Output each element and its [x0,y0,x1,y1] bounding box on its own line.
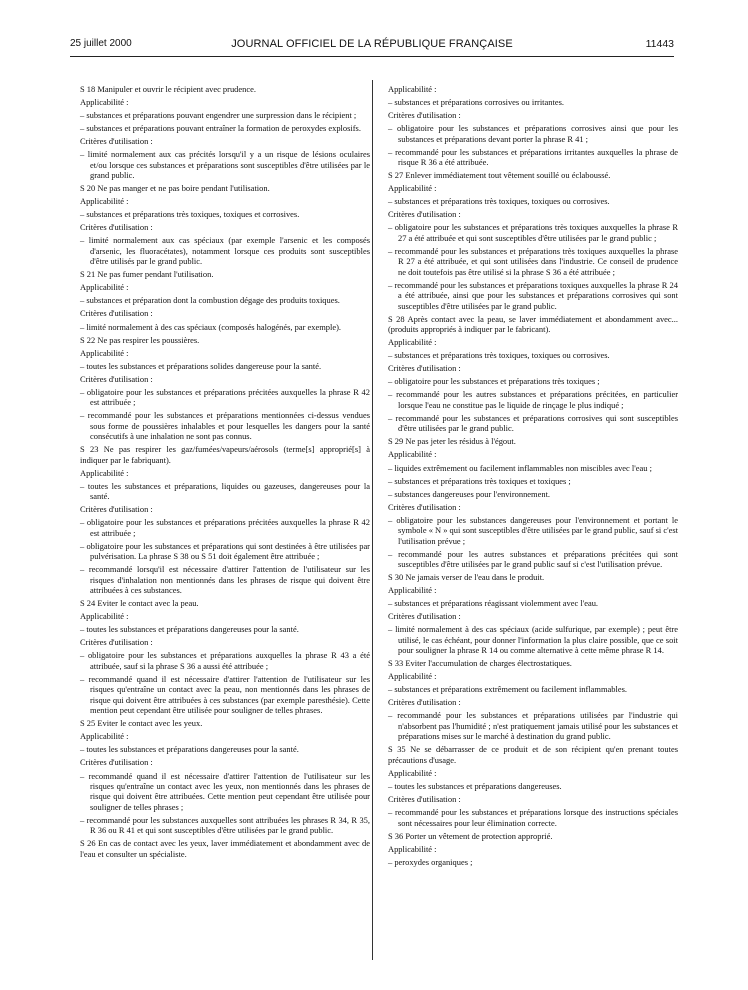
subheading: Applicabilité : [388,585,437,596]
header-rule [70,56,674,57]
section-heading: S 29 Ne pas jeter les résidus à l'égout. [388,436,516,447]
section-heading: S 24 Eviter le contact avec la peau. [80,598,199,609]
list-item: – substances et préparation dont la combustion dégage des produits toxiques. [80,295,340,306]
subheading: Critères d'utilisation : [388,501,461,512]
subheading: Applicabilité : [388,337,437,348]
section-heading: S 23 Ne pas respirer les gaz/fumées/vapeurs/aérosols (terme[s] approprié[s] à indiquer par le fabriquant). [80,444,370,465]
subheading: Applicabilité : [388,449,437,460]
list-item: – substances et préparations très toxiques, toxiques ou corrosives. [388,196,610,207]
page-number: 11443 [645,38,674,50]
list-item: – obligatoire pour les substances et préparations qui sont destinées à être utilisées par pulvérisation. La phrase S 38 ou S 51 doit également être attribuée ; [80,540,370,562]
section-heading: S 26 En cas de contact avec les yeux, laver immédiatement et abondamment avec de l'eau et consulter un spécialiste. [80,838,370,859]
section-heading: S 18 Manipuler et ouvrir le récipient avec prudence. [80,84,256,94]
list-item: – recommandé pour les autres substances et préparations précitées qui sont susceptibles d'être utilisées par le grand public sauf si c'est l'utilisation prévue. [388,548,678,570]
column-divider [372,80,373,960]
subheading: Critères d'utilisation : [80,308,153,319]
subheading: Applicabilité : [388,671,437,682]
list-item: – substances dangereuses pour l'environnement. [388,488,551,499]
list-item: – obligatoire pour les substances dangereuses pour l'environnement et portant le symbole « N » qui sont susceptibles d'être utilisées par le grand public, sauf si c'est l'utilisation prévue ; [388,514,679,546]
left-column [80,84,370,862]
list-item: – toutes les substances et préparations dangereuses pour la santé. [80,624,299,635]
list-item: – recommandé pour les substances et préparations mentionnées ci-dessus vendues sous forme de poussières inhalables et pour lesquelles les dangers pour la santé consécutifs à une inhalation ne sont pas connus. [80,410,370,442]
list-item: – recommandé pour les substances et préparations lorsque des instructions spéciales sont nécessaires pour leur élimination correcte. [388,807,678,828]
list-item: – substances et préparations pouvant engendrer une surpression dans le récipient ; [80,110,357,121]
subheading: Critères d'utilisation : [80,373,153,384]
list-item: – substances et préparations très toxiques, toxiques et corrosives. [80,209,300,220]
journal-title: JOURNAL OFFICIEL DE LA RÉPUBLIQUE FRANÇAISE [231,38,513,50]
list-item: – peroxydes organiques ; [388,856,473,867]
list-item: – toutes les substances et préparations dangereuses pour la santé. [80,744,299,755]
subheading: Applicabilité : [80,347,129,358]
list-item: – toutes les substances et préparations, liquides ou gazeuses, dangereuses pour la santé. [80,480,370,502]
section-heading: S 28 Après contact avec la peau, se laver immédiatement et abondamment avec... (produits appropriés à indiquer par le fabricant). [388,313,678,335]
list-item: – liquides extrêmement ou facilement inflammables non miscibles avec l'eau ; [388,462,652,473]
subheading: Critères d'utilisation : [80,757,153,768]
subheading: Applicabilité : [388,843,437,854]
section-heading: S 36 Porter un vêtement de protection approprié. [388,830,553,841]
list-item: – obligatoire pour les substances et préparations précitées auxquelles la phrase R 42 est attribuée ; [80,517,370,538]
subheading: Critères d'utilisation : [388,611,461,622]
list-item: – toutes les substances et préparations dangereuses. [388,780,562,791]
list-item: – recommandé pour les substances et préparations très toxiques auxquelles la phrase R 27 a été attribuée, et qui sont utilisées dans l'industrie. Ce conseil de prudence ne doit toutefois pas être utilisé si la phrase S 36 a été attribuée ; [388,245,678,277]
subheading: Critères d'utilisation : [80,222,153,233]
list-item: – limité normalement à des cas spéciaux (acide sulfurique, par exemple) ; peut être utilisé, le cas échéant, pour donner l'information la plus claire possible, que ce soit pour souligner la phrase R 14 ou comme alternative à cette même phrase R 14. [388,624,678,656]
section-heading: S 25 Eviter le contact avec les yeux. [80,718,203,729]
list-item: – recommandé pour les substances et préparations utilisées par l'industrie qui n'absorbent pas l'humidité ; n'est pratiquement jamais utilisé pour les substances et préparations mises sur le marché à destination du grand public. [388,710,678,742]
subheading: Applicabilité : [80,611,129,622]
list-item: – recommandé pour les substances et préparations corrosives qui sont susceptibles d'être utilisées par le grand public. [388,412,678,434]
list-item: – limité normalement aux cas précités lorsqu'il y a un risque de lésions oculaires et/ou lorsque ces substances et préparations sont susceptibles d'être utilisées par le grand public. [80,149,370,181]
list-item: – toutes les substances et préparations solides dangereuse pour la santé. [80,360,322,371]
section-heading: S 22 Ne pas respirer les poussières. [80,334,200,345]
list-item: – limité normalement aux cas spéciaux (par exemple l'arsenic et les composés d'arsenic, les fluoracétates), notamment lorsque ces produits sont susceptibles d'être utilisés par le grand public. [80,235,370,267]
section-heading: S 20 Ne pas manger et ne pas boire pendant l'utilisation. [80,183,270,194]
list-item: – substances et préparations extrêmement ou facilement inflammables. [388,684,627,695]
subheading: Applicabilité : [80,731,129,742]
publication-date: 25 juillet 2000 [70,38,132,49]
list-item: – obligatoire pour les substances et préparations très toxiques ; [388,376,600,387]
list-item: – substances et préparations réagissant violemment avec l'eau. [388,598,599,609]
list-item: – recommandé quand il est nécessaire d'attirer l'attention de l'utilisateur sur les risques qu'entraîne un contact avec les yeux, non mentionnés dans les phrases de risque qui doivent être attribuées. Cette mention peut cependant être utilisée pour souligner de telles phrases ; [80,770,370,812]
list-item: – recommandé quand il est nécessaire d'attirer l'attention de l'utilisateur sur les risques qu'entraîne un contact avec la peau, non mentionnés dans les phrases de risque qui doivent être attribuées à ces substances (par exemple paresthésie). Cette mention peut cependant être utilisée pour souligner de telles phrases. [80,673,370,716]
list-item: – recommandé pour les substances et préparations irritantes auxquelles la phrase de risque R 36 a été attribuée. [388,146,678,168]
subheading: Critères d'utilisation : [80,136,153,147]
subheading: Applicabilité : [388,84,437,94]
list-item: – recommandé pour les substances auxquelles sont attribuées les phrases R 34, R 35, R 36 ou R 41 et qui sont susceptibles d'être utilisées par le grand public. [80,814,370,836]
subheading: Applicabilité : [388,183,437,194]
list-item: – recommandé lorsqu'il est nécessaire d'attirer l'attention de l'utilisateur sur les risques d'inhalation non mentionnés dans les phrases de risque qui doivent être attribuées à ces substances. [80,564,370,596]
subheading: Critères d'utilisation : [388,110,461,121]
subheading: Applicabilité : [80,467,129,478]
subheading: Critères d'utilisation : [388,697,461,708]
subheading: Applicabilité : [388,767,437,778]
subheading: Applicabilité : [80,97,129,108]
subheading: Critères d'utilisation : [388,794,461,805]
list-item: – limité normalement à des cas spéciaux (composés halogénés, par exemple). [80,321,342,332]
page-header [70,38,674,52]
list-item: – substances et préparations très toxiques, toxiques ou corrosives. [388,350,610,361]
right-column [388,84,678,870]
section-heading: S 21 Ne pas fumer pendant l'utilisation. [80,269,214,280]
list-item: – obligatoire pour les substances et préparations corrosives ainsi que pour les substances et préparations devant porter la phrase R 41 ; [388,123,678,144]
list-item: – recommandé pour les substances et préparations toxiques auxquelles la phrase R 24 a été attribuée, ainsi que pour les substances et préparations corrosives qui sont susceptibles d'être utilisées par le grand public. [388,279,678,311]
subheading: Critères d'utilisation : [388,209,461,220]
subheading: Applicabilité : [80,196,129,207]
section-heading: S 35 Ne se débarrasser de ce produit et de son récipient qu'en prenant toutes précautions d'usage. [388,744,678,765]
list-item: – obligatoire pour les substances et préparations précitées auxquelles la phrase R 42 est attribuée ; [80,386,370,408]
list-item: – substances et préparations pouvant entraîner la formation de peroxydes explosifs. [80,123,361,134]
subheading: Applicabilité : [80,282,129,293]
section-heading: S 33 Eviter l'accumulation de charges électrostatiques. [388,658,572,669]
list-item: – obligatoire pour les substances et préparations très toxiques auxquelles la phrase R 27 a été attribuée et qui sont susceptibles d'être utilisées par le grand public ; [388,222,678,243]
section-heading: S 27 Enlever immédiatement tout vêtement souillé ou éclaboussé. [388,170,611,181]
list-item: – substances et préparations corrosives ou irritantes. [388,97,564,108]
subheading: Critères d'utilisation : [80,637,153,648]
section-heading: S 30 Ne jamais verser de l'eau dans le produit. [388,572,545,583]
list-item: – recommandé pour les autres substances et préparations précitées, en particulier lorsque l'eau ne constitue pas le liquide de rinçage le plus indiqué ; [388,389,678,410]
list-item: – obligatoire pour les substances et préparations auxquelles la phrase R 43 a été attribuée, sauf si la phrase S 36 a aussi été attribuée ; [80,650,370,671]
list-item: – substances et préparations très toxiques et toxiques ; [388,475,571,486]
subheading: Critères d'utilisation : [388,363,461,374]
subheading: Critères d'utilisation : [80,504,153,515]
